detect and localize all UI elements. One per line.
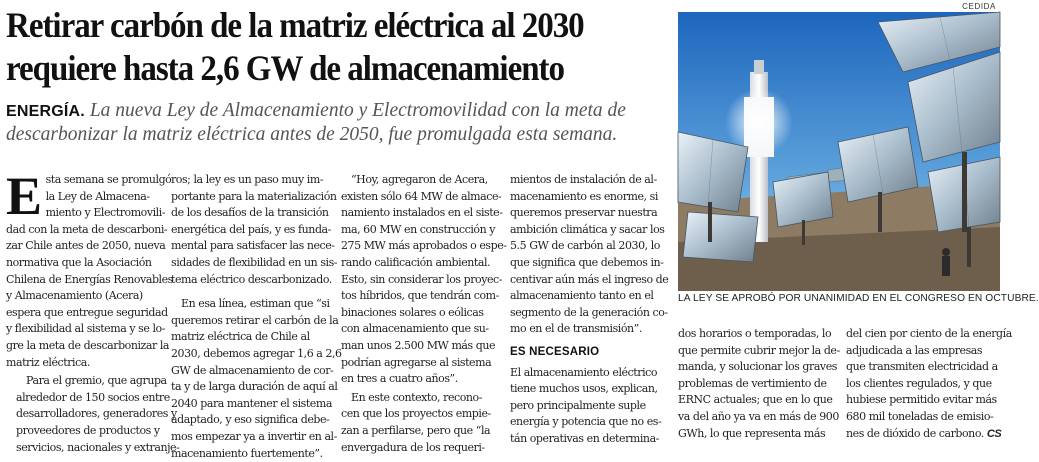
text-line: almacenamiento tanto en el [510,288,666,305]
solar-plant-illustration [678,12,1000,291]
text-line: gre la meta de descarbonizar la [6,338,162,355]
text-line: ambición climática y sacar los [510,222,666,239]
headline-line-2: requiere hasta 2,6 GW de almacenamiento [6,47,627,90]
text-line: y Almacenamiento (Acera) [6,288,162,305]
headline [6,4,627,90]
text-line: En este contexto, recono- [341,390,497,407]
text-line: 680 mil toneladas de emisio- [846,409,1000,426]
text-line: servicios, nacionales y extranje- [6,440,162,457]
text-line: mientos de instalación de al- [510,172,666,189]
text-line: la Ley de Almacena- [6,189,162,206]
text-line: pero principalmente suple [510,398,666,415]
text-line: cen que los proyectos empie- [341,406,497,423]
text-line: binaciones solares o eólicas [341,305,497,322]
paragraph-5 [341,172,497,388]
text-line: dos horarios o temporadas, lo [678,326,838,343]
paragraph-9 [678,326,838,442]
dropcap: E [6,174,42,218]
text-line: del cien por ciento de la energía [846,326,1000,343]
deck-text-1: La nueva Ley de Almacenamiento y Electromovilidad con la meta de [90,100,626,121]
text-line: 2030, debemos agregar 1,6 a 2,6 [171,346,327,363]
text-line: matriz eléctrica de Chile al [171,329,327,346]
article-column-2 [171,172,327,462]
text-line: miento y Electromovili- [6,205,162,222]
article-column-4 [510,172,666,448]
text-line: segmento de la generación co- [510,305,666,322]
text-line [846,426,1000,443]
deck [6,99,674,146]
text-line: dad con la meta de descarboni- [6,222,162,239]
paragraph-1 [6,172,162,371]
text-line: sidades de flexibilidad en un sis- [171,255,327,272]
text-line: espera que entregue seguridad [6,305,162,322]
text-line: que transmiten electricidad a [846,359,1000,376]
solar-tower-photo [678,12,1000,291]
text-line: GWh, lo que representa más [678,426,838,443]
photo-caption: LA LEY SE APROBÓ POR UNANIMIDAD EN EL CONGRESO EN OCTUBRE. [678,293,1000,304]
text-line: proveedores de productos y [6,423,162,440]
text-line: 2040 para mantener el sistema [171,396,327,413]
text-line: zar Chile antes de 2050, nueva [6,238,162,255]
text-line: energética del país, y es funda- [171,222,327,239]
text-line: El almacenamiento eléctrico [510,365,666,382]
text-line: ma, 60 MW en construcción y [341,222,497,239]
text-line: adjudicada a las empresas [846,343,1000,360]
text-line: ros; la ley es un paso muy im- [171,172,327,189]
text-line: macenamiento fuertemente”. [171,446,327,462]
text-line: GW de almacenamiento de cor- [171,363,327,380]
text-line: tán operativas en determina- [510,431,666,448]
text-line: 5.5 GW de carbón al 2030, lo [510,238,666,255]
text-line: mo en el de transmisión”. [510,321,666,338]
text-line: Esto, sin considerar los proyec- [341,272,497,289]
text-line: centivar aún más el ingreso de [510,272,666,289]
paragraph-4 [171,296,327,462]
text-line: namiento instalados en el siste- [341,205,497,222]
text-line: energía y potencia que no es- [510,414,666,431]
text-line: ta y de larga duración de aquí al [171,379,327,396]
article-column-3 [341,172,497,456]
article-column-5 [678,326,838,442]
text-line: zan a perfilarse, pero que “la [341,423,497,440]
text-line: queremos preservar nuestra [510,205,666,222]
text-line: tema eléctrico descarbonizado. [171,272,327,289]
paragraph-6 [341,390,497,456]
text-line: man unos 2.500 MW más que [341,338,497,355]
paragraph-7 [510,172,666,338]
photo-credit: CEDIDA [962,2,996,11]
text-line: ERNC actuales; que en lo que [678,392,838,409]
text-line: En esa línea, estiman que “si [171,296,327,313]
text-line: 275 MW más aprobados o espe- [341,238,497,255]
section-kicker: ENERGÍA. [6,103,85,120]
text-line: desarrolladores, generadores y [6,406,162,423]
deck-line-2: descarbonizar la matriz eléctrica antes de 2050, fue promulgada esta semana. [6,123,674,146]
text-line: matriz eléctrica. [6,355,162,372]
paragraph-10 [846,326,1000,442]
article-column-1 [6,172,162,456]
text-line: mos empezar ya a invertir en al- [171,429,327,446]
text-line: que significa que debemos in- [510,255,666,272]
text-line: y flexibilidad al sistema y se lo- [6,321,162,338]
text-line: alrededor de 150 socios entre [6,390,162,407]
author-signature: CS [987,428,1001,440]
paragraph-8 [510,365,666,448]
text-line: hubiese permitido evitar más [846,392,1000,409]
deck-line-1 [6,99,674,123]
text-line: normativa que la Asociación [6,255,162,272]
text-line: adaptado, y eso significa debe- [171,412,327,429]
text-line: existen sólo 64 MW de almace- [341,189,497,206]
section-subhead: ES NECESARIO [510,344,666,361]
text-line: “Hoy, agregaron de Acera, [341,172,497,189]
text-line: mental para satisfacer las nece- [171,238,327,255]
text-line: tiene muchos usos, explican, [510,381,666,398]
text-line: en tres a cuatro años”. [341,371,497,388]
article-column-6 [846,326,1000,442]
text-line: que permite cubrir mejor la de- [678,343,838,360]
text-line: portante para la materialización [171,189,327,206]
text-line: de los desafíos de la transición [171,205,327,222]
text-line: rando calificación ambiental. [341,255,497,272]
text-line: macenamiento es enorme, si [510,189,666,206]
text-line: Para el gremio, que agrupa [6,373,162,390]
text-line: envergadura de los requeri- [341,440,497,457]
headline-line-1: Retirar carbón de la matriz eléctrica al 2030 [6,4,627,47]
text-line: los clientes regulados, y que [846,376,1000,393]
final-sentence: nes de dióxido de carbono. [846,427,984,440]
text-line: va del año ya va en más de 900 [678,409,838,426]
text-line: problemas de vertimiento de [678,376,838,393]
text-line: podrían agregarse al sistema [341,355,497,372]
paragraph-3 [171,172,327,288]
text-line: sta semana se promulgó [6,172,162,189]
text-line: queremos retirar el carbón de la [171,313,327,330]
text-line: manda, y solucionar los graves [678,359,838,376]
text-line: con almacenamiento que su- [341,321,497,338]
paragraph-2 [6,373,162,456]
text-line: Chilena de Energías Renovables [6,272,162,289]
text-line: tos híbridos, que tendrán com- [341,288,497,305]
